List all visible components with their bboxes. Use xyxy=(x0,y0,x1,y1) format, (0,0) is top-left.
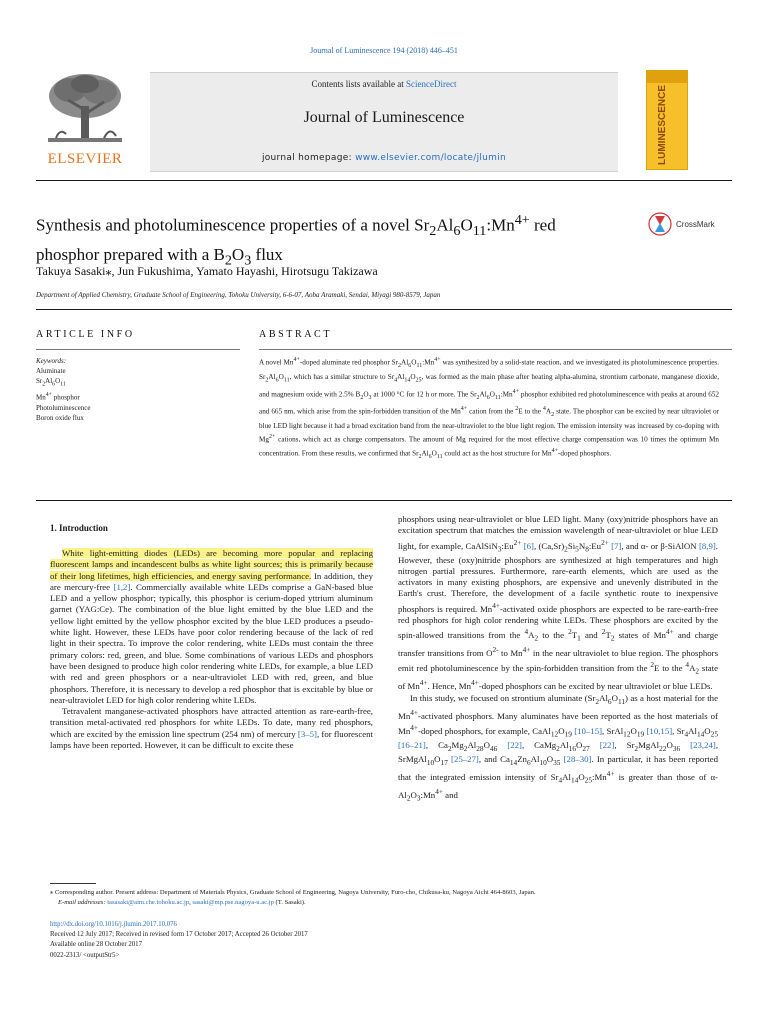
citation-link[interactable]: [10,15] xyxy=(646,725,673,736)
corresponding-author-note: ⁎ Corresponding author. Present address: Department of Materials Physics, Graduate School of Engineering, Nagoya University, Furo-cho, Chikusa-ku, Nagoya Aichi 464-8603, Japan. xyxy=(50,889,536,896)
citation-link[interactable]: [22] xyxy=(599,739,615,750)
keywords-label: Keywords: xyxy=(36,357,67,365)
available-online: Available online 28 October 2017 xyxy=(50,941,142,949)
homepage-line xyxy=(150,153,618,163)
abstract-bottom-rule xyxy=(36,500,732,501)
crossmark-button[interactable] xyxy=(648,212,715,236)
homepage-prefix: journal homepage: xyxy=(261,153,356,163)
keyword-item: Boron oxide flux xyxy=(36,413,84,422)
journal-cover[interactable] xyxy=(646,70,688,170)
contents-line xyxy=(150,79,618,89)
journal-title[interactable]: Journal of Luminescence xyxy=(303,109,465,126)
contents-prefix: Contents lists available at xyxy=(311,79,406,89)
cover-title: LUMINESCENCE xyxy=(657,84,668,165)
footnote-rule xyxy=(50,883,96,884)
section-heading: 1. Introduction xyxy=(50,523,108,533)
article-title: Synthesis and photoluminescence properties of a novel $Sr_2Al_6O_{11}:Mn^{4+}$ red phosphor prepared with a $B_2O_3$ flux xyxy=(36,212,556,269)
email-link[interactable]: sasaki@mp.pse.nagoya-u.ac.jp xyxy=(192,898,274,906)
citation-link[interactable]: [10–15] xyxy=(574,725,603,736)
received-dates: Received 12 July 2017; Received in revised form 17 October 2017; Accepted 26 October 2017 xyxy=(50,931,308,939)
issn-line: 0022-2313/ <outputStr5> xyxy=(50,951,120,959)
abstract-text: A novel $Mn^{4+}$-doped aluminate red phosphor $Sr_2Al_6O_{11}:Mn^{4+}$ was synthesized by a solid-state reaction, and we investigated its photoluminescence properties. $Sr_2Al_6O_{11}$, which has a similar structure to $Sr_4Al_{14}O_{25}$, was formed as the main phase after heating alpha-alumina, strontium carbonate, manganese dioxide, and magnesium oxide with 2.5% $B_2O_3$ at 1000 °C for 12 h or more. The $Sr_2Al_6O_{11}:Mn^{4+}$ phosphor exhibited red photoluminescence with peaks at around 652 and 665 nm, which arise from the spin-forbidden transition of the $Mn^{4+}$ cation from the $^2$E to the $^4A_2$ state. The phosphor can be excited by near ultraviolet or blue LED light because it had a broad excitation band from the near-ultraviolet to the blue light region. The emission intensity was increased by co-doping with $Mg^{2+}$ cations, which act as charge compensators. The amount of Mg required for the most effective charge compensation was 10 times the optimum Mn concentration. From these results, we confirmed that $Sr_2Al_6O_{11}$ could act as the host structure for $Mn^{4+}$-doped phosphors. xyxy=(259,357,720,460)
abstract-heading: ABSTRACT xyxy=(259,329,333,340)
citation-link[interactable]: [22] xyxy=(507,739,522,750)
email-line: E-mail addresses: tasasaki@aim.che.tohoku.ac.jp, sasaki@mp.pse.nagoya-u.ac.jp (T. Sasaki). xyxy=(58,898,306,906)
citation-link[interactable]: [8,9] xyxy=(698,540,716,551)
citation-link[interactable]: [25–27] xyxy=(451,753,479,764)
header-rule xyxy=(36,180,732,181)
crossmark-label: CrossMark xyxy=(676,219,715,229)
tree-icon xyxy=(38,70,132,150)
citation-link[interactable]: [7] xyxy=(611,540,622,551)
citation-link[interactable]: [6] xyxy=(523,540,534,551)
article-info-heading: ARTICLE INFO xyxy=(36,329,135,340)
keyword-item: $Sr_2Al_6O_{11}$ xyxy=(36,377,66,388)
paragraph: phosphors using near-ultraviolet or blue LED light. Many (oxy)nitride phosphors have an excitation spectrum that matches the emission wavelength of near-ultraviolet or blue LED light, for example, $CaAlSiN_3:Eu^{2+}$ [6], $(Ca,Sr)_2Si_5N_8:Eu^{2+}$ [7], and α- or β-SiAlON [8,9]. However, these (oxy)nitride phosphors are synthesized at high temperatures and high nitrogen partial pressures. Furthermore, rare-earth elements, which are used as the activators in many existing phosphors, are expensive and unevenly distributed in the Earth's crust. Therefore, the development of a facile synthetic route to inexpensive phosphors is required. $Mn^{4+}$-activated oxide phosphors are expected to be rare-earth-free red phosphors for high color rendering white LEDs. These phosphors are excited by the spin-allowed transitions from the $^4A_2$ to the $^2T_1$ and $^2T_2$ states of $Mn^{4+}$ and charge transfer transitions from $O^{2-}$ to $Mn^{4+}$ in the near ultraviolet to blue region. The phosphors emit red photoluminescence by the spin-forbidden transition from the $^2$E to the $^4A_2$ state of $Mn^{4+}$. Hence, $Mn^{4+}$-doped phosphors can be excited by near ultraviolet or blue LEDs. xyxy=(398,514,719,692)
elsevier-logo[interactable] xyxy=(38,70,132,167)
body-column-right xyxy=(398,514,718,804)
keyword-item: Photoluminescence xyxy=(36,403,91,412)
citation-link[interactable]: [3–5] xyxy=(297,728,317,739)
keyword-item: Aluminate xyxy=(36,367,66,376)
citation-link[interactable]: [16–21] xyxy=(398,739,426,750)
crossmark-icon xyxy=(648,212,672,236)
email-link[interactable]: tasasaki@aim.che.tohoku.ac.jp xyxy=(107,898,190,906)
sciencedirect-link[interactable]: ScienceDirect xyxy=(406,79,457,89)
homepage-link[interactable]: www.elsevier.com/locate/jlumin xyxy=(355,153,507,163)
footnote xyxy=(50,888,730,907)
title-rule xyxy=(36,309,732,310)
abstract-rule xyxy=(259,349,732,350)
body-column-left xyxy=(50,548,373,751)
citation-link[interactable]: [1,2] xyxy=(113,581,131,592)
affiliation: Department of Applied Chemistry, Graduate School of Engineering, Tohoku University, 6-6-07, Aoba Aramaki, Sendai, Miyagi 980-8579, Japan xyxy=(36,291,441,299)
cover-band xyxy=(647,71,687,83)
article-info-rule xyxy=(36,349,240,350)
highlighted-text[interactable]: White light-emitting diodes (LEDs) are becoming more popular and replacing fluorescent lamps and incandescent bulbs as white light sources; this is primarily because of their long lifetimes, high efficiencies, and energy saving performance. xyxy=(50,548,373,581)
keyword-item: $Mn^{4+}$ phosphor xyxy=(36,392,80,402)
doi-link[interactable]: http://dx.doi.org/10.1016/j.jlumin.2017.10.076 xyxy=(50,921,177,928)
citation-link[interactable]: [23,24] xyxy=(690,739,716,750)
article-history xyxy=(50,920,550,961)
paragraph: White light-emitting diodes (LEDs) are becoming more popular and replacing fluorescent lamps and incandescent bulbs as white light sources; this is primarily because of their long lifetimes, high efficiencies, and energy saving performance. In addition, they are mercury-free [1,2]. Commercially available white LEDs comprise a GaN-based blue LED and a yellow phosphor; typically, this phosphor is cerium-doped yttrium aluminum garnet (YAG:Ce). The combination of the blue light emitted by the blue LED and the yellow light emitted by the yellow phosphor excited by the blue LED produces a pseudo-white light. However, these LEDs have poor color rendering because of the lack of red light in their spectra. To improve the color rendering, white LEDs must contain the three primary colors: red, green, and blue. Some combinations of various LEDs and phosphors have been designed to produce high color rendering white LEDs, for example, a blue LED with red and green phosphors or a near-ultraviolet LED with red, green, and blue phosphors. Therefore, it is necessary to develop a red phosphor that is excitable by blue or near-ultraviolet LED for high color rendering white LEDs. xyxy=(50,548,374,705)
author-list: Takuya Sasaki⁎, Jun Fukushima, Yamato Hayashi, Hirotsugu Takizawa xyxy=(36,264,378,278)
paragraph: In this study, we focused on strontium aluminate $(Sr_2Al_6O_{11})$ as a host material for the $Mn^{4+}$-activated phosphors. Many aluminates have been reported as the host materials of $Mn^{4+}$-doped phosphors, for example, $CaAl_{12}O_{19}$ [10–15], $SrAl_{12}O_{19}$ [10,15], $Sr_4Al_{14}O_{25}$ [16–21], $Ca_2Mg_2Al_{28}O_{46}$ [22], $CaMg_2Al_{16}O_{27}$ [22], $Sr_2MgAl_{22}O_{36}$ [23,24], $SrMgAl_{10}O_{17}$ [25–27], and $Ca_{14}Zn_6Al_{10}O_{35}$ [28–30]. In particular, it has been reported that the integrated emission intensity of $Sr_4Al_{14}O_{25}:Mn^{4+}$ is greater than those of $\alpha-Al_2O_3:Mn^{4+}$ and xyxy=(398,692,719,803)
journal-reference[interactable]: Journal of Luminescence 194 (2018) 446–451 xyxy=(310,46,458,55)
journal-masthead xyxy=(150,72,618,172)
keywords-list xyxy=(36,356,236,423)
citation-link[interactable]: [28–30] xyxy=(563,753,592,764)
publisher-name: ELSEVIER xyxy=(47,151,123,167)
paragraph: Tetravalent manganese-activated phosphors have attracted attention as rare-earth-free, transition metal-activated red phosphors for white LEDs. To date, many red phosphors, which are excited by the emission line spectrum (254 nm) of mercury [3–5], for fluorescent lamps have been reported. However, it can be difficult to excite these xyxy=(50,706,373,751)
